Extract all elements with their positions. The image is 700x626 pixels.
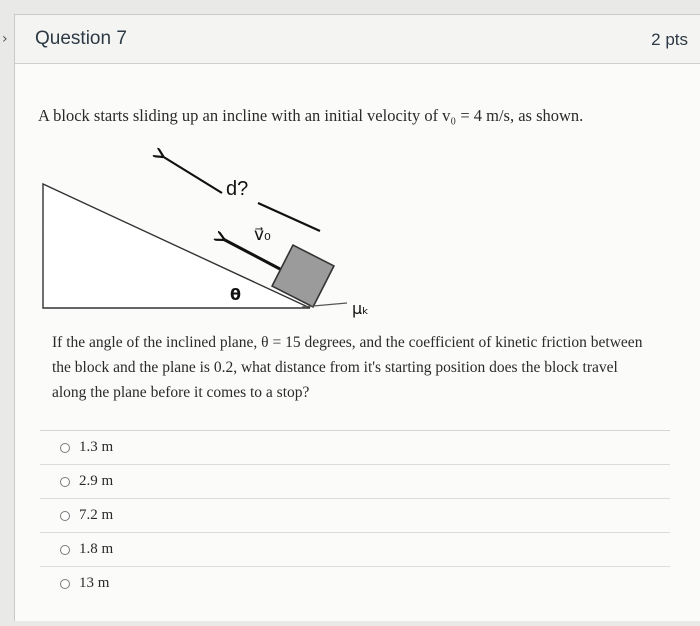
- collapse-chevron-icon[interactable]: ›: [2, 31, 8, 47]
- answer-option[interactable]: [40, 499, 670, 533]
- answer-option-label: 13 m: [79, 575, 110, 591]
- answer-option[interactable]: [40, 533, 670, 567]
- velocity-label: v⃗₀: [254, 225, 271, 245]
- answer-option-label: 1.8 m: [79, 541, 114, 557]
- question-intro: A block starts sliding up an incline with an initial velocity of v₀ = 4 m/s, as shown.: [38, 106, 584, 125]
- incline-triangle: [43, 184, 310, 308]
- incline-diagram: [40, 140, 380, 320]
- answer-option[interactable]: [40, 567, 670, 600]
- question-header: [15, 15, 700, 64]
- radio-button-icon[interactable]: [60, 579, 70, 589]
- angle-label: θ: [230, 285, 241, 304]
- distance-label: d?: [226, 178, 249, 200]
- question-title: Question 7: [35, 28, 127, 49]
- points-label: 2 pts: [651, 30, 688, 49]
- question-text: If the angle of the inclined plane, θ = 15 degrees, and the coefficient of kinetic friction between the block and the plane is 0.2, what distance from it's starting position does the block travel along the plane before it comes to a stop?: [52, 334, 643, 401]
- radio-button-icon[interactable]: [60, 477, 70, 487]
- radio-button-icon[interactable]: [60, 443, 70, 453]
- distance-arrow: [162, 156, 222, 193]
- answer-option-label: 1.3 m: [79, 439, 114, 455]
- answer-option[interactable]: [40, 431, 670, 465]
- radio-button-icon[interactable]: [60, 545, 70, 555]
- answer-option-label: 2.9 m: [79, 473, 114, 489]
- friction-label: μₖ: [352, 299, 369, 318]
- radio-button-icon[interactable]: [60, 511, 70, 521]
- answer-option[interactable]: [40, 465, 670, 499]
- answer-options: [40, 430, 670, 600]
- velocity-arrow: [223, 239, 280, 269]
- answer-option-label: 7.2 m: [79, 507, 114, 523]
